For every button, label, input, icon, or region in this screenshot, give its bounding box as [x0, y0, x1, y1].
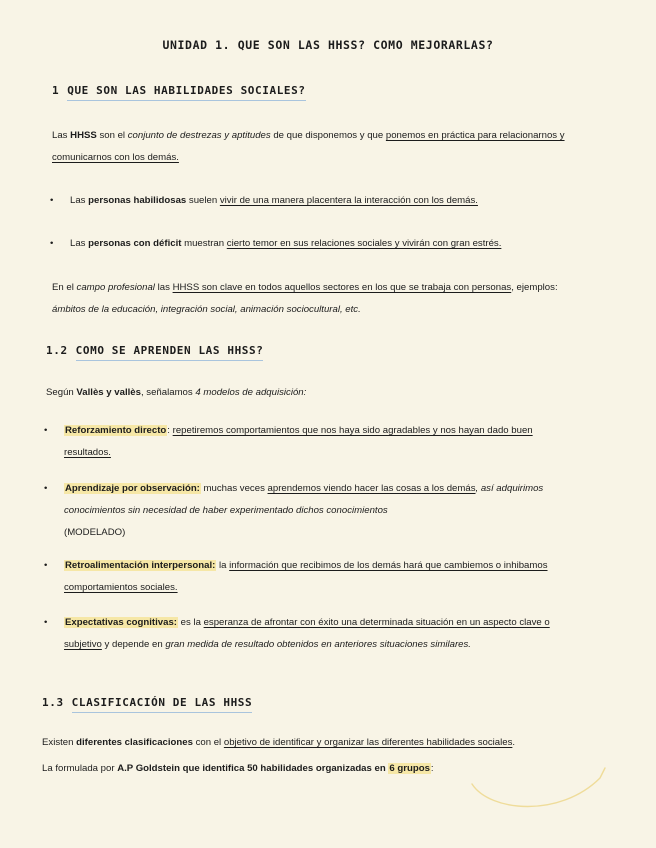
bullet: •	[50, 238, 54, 249]
bullet: •	[44, 425, 48, 436]
paragraph-hhss-definition: Las HHSS son el conjunto de destrezas y aptitudes de que disponemos y que ponemos en práctica para relacionarnos y comunicarnos con los demás.	[52, 130, 565, 163]
section-number: 1	[52, 84, 60, 97]
section-number: 1.3	[42, 696, 64, 709]
section-title: QUE SON LAS HABILIDADES SOCIALES?	[67, 84, 305, 101]
list-item: • Retroalimentación interpersonal: la información que recibimos de los demás hará que cambiemos o inhibamos comportamientos sociales.	[46, 555, 566, 599]
paragraph-goldstein: La formulada por A.P Goldstein que identifica 50 habilidades organizadas en 6 grupos:	[42, 763, 434, 774]
section-number: 1.2	[46, 344, 68, 357]
paragraph-classifications: Existen diferentes clasificaciones con el objetivo de identificar y organizar las diferentes habilidades sociales.	[42, 737, 516, 748]
bullet: •	[44, 560, 48, 571]
paragraph-acquisition-models: Según Vallès y vallès, señalamos 4 modelos de adquisición:	[46, 387, 307, 398]
bullet: •	[44, 483, 48, 494]
list-item: • Aprendizaje por observación: muchas veces aprendemos viendo hacer las cosas a los demás, así adquirimos conocimientos sin necesidad de haber experimentado dichos conocimientos (MODELADO)	[46, 478, 566, 544]
bullet: •	[44, 617, 48, 628]
list-item: • Expectativas cognitivas: es la esperanza de afrontar con éxito una determinada situación en un aspecto clave o subjetivo y depende en gran medida de resultado obtenidos en anteriores situaciones similares.	[46, 612, 566, 656]
list-item: • Reforzamiento directo: repetiremos comportamientos que nos haya sido agradables y nos hayan dado buen resultados.	[46, 420, 566, 464]
paragraph-professional-field: En el campo profesional las HHSS son clave en todos aquellos sectores en los que se trabaja con personas, ejemplos: ámbitos de la educación, integración social, animación sociocultural, etc.	[52, 282, 558, 315]
section-title: CLASIFICACIÓN DE LAS HHSS	[72, 696, 253, 713]
bullet: •	[50, 195, 54, 206]
section-title: COMO SE APRENDEN LAS HHSS?	[76, 344, 264, 361]
list-item: • Las personas con déficit muestran cierto temor en sus relaciones sociales y vivirán con gran estrés.	[52, 233, 582, 255]
document-title: UNIDAD 1. QUE SON LAS HHSS? COMO MEJORARLAS?	[162, 38, 494, 52]
list-item: • Las personas habilidosas suelen vivir de una manera placentera la interacción con los demás.	[52, 190, 572, 212]
